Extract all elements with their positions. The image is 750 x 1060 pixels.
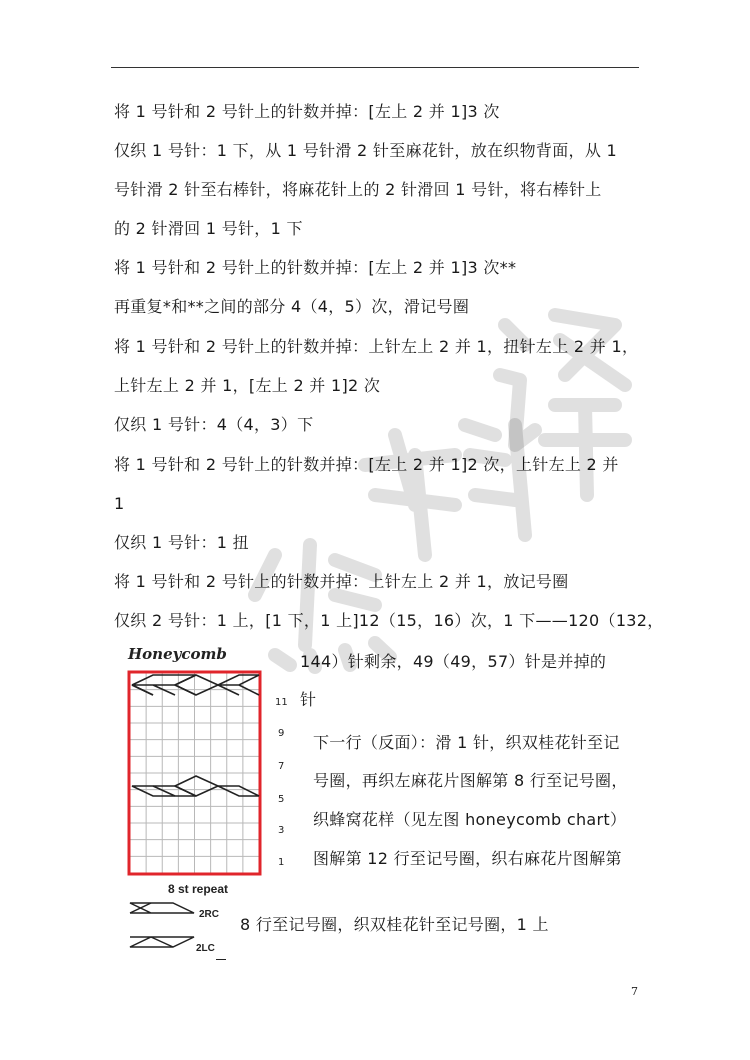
text-line: 将 1 号针和 2 号针上的针数并掉：上针左上 2 并 1，放记号圈 [114, 572, 569, 591]
cable-row-middle [132, 776, 259, 796]
text-line: 号圈，再织左麻花片图解第 8 行至记号圈， [313, 771, 628, 790]
row-label: 11 [275, 697, 288, 708]
text-line: 织蜂窝花样（见左图 honeycomb chart） [313, 810, 627, 829]
text-line: 仅织 2 号针：1 上，[1 下，1 上]12（15，16）次，1 下——120（132， [114, 611, 664, 630]
legend-2rc-label: 2RC [199, 909, 220, 920]
legend-2lc-label: 2LC [196, 943, 215, 954]
2lc-symbol-icon [128, 934, 198, 950]
text-line: 的 2 针滑回 1 号针，1 下 [114, 219, 303, 238]
text-line: 8 行至记号圈，织双桂花针至记号圈，1 上 [240, 915, 549, 934]
row-label: 7 [278, 761, 285, 772]
text-line: 下一行（反面）：滑 1 针，织双桂花针至记 [313, 733, 620, 752]
text-line: 针 [300, 690, 317, 709]
legend-underline [216, 959, 226, 960]
text-line: 将 1 号针和 2 号针上的针数并掉：[左上 2 并 1]3 次** [114, 258, 517, 277]
text-line: 1 [114, 494, 125, 513]
text-line: 上针左上 2 并 1，[左上 2 并 1]2 次 [114, 376, 381, 395]
cable-row-top [132, 675, 259, 695]
text-line: 将 1 号针和 2 号针上的针数并掉：[左上 2 并 1]2 次，上针左上 2 并 [114, 455, 619, 474]
row-label: 1 [278, 857, 285, 868]
2rc-symbol-icon [128, 900, 198, 916]
row-label: 5 [278, 794, 285, 805]
header-rule [111, 67, 639, 68]
text-line: 图解第 12 行至记号圈，织右麻花片图解第 [313, 849, 622, 868]
text-line: 号针滑 2 针至右棒针，将麻花针上的 2 针滑回 1 号针，将右棒针上 [114, 180, 602, 199]
repeat-label: 8 st repeat [168, 882, 229, 896]
text-line: 将 1 号针和 2 号针上的针数并掉：[左上 2 并 1]3 次 [114, 102, 500, 121]
text-line: 仅织 1 号针：1 下，从 1 号针滑 2 针至麻花针，放在织物背面，从 1 [114, 141, 617, 160]
row-label: 9 [278, 728, 285, 739]
text-line: 将 1 号针和 2 号针上的针数并掉：上针左上 2 并 1，扭针左上 2 并 1， [114, 337, 639, 356]
chart-title: Honeycomb [128, 645, 227, 663]
text-line: 仅织 1 号针：4（4，3）下 [114, 415, 314, 434]
text-line: 144）针剩余，49（49，57）针是并掉的 [300, 652, 607, 671]
honeycomb-chart [122, 668, 267, 880]
row-label: 3 [278, 825, 285, 836]
page-number: 7 [631, 985, 638, 998]
text-line: 再重复*和**之间的部分 4（4，5）次，滑记号圈 [114, 297, 470, 316]
text-line: 仅织 1 号针：1 扭 [114, 533, 249, 552]
